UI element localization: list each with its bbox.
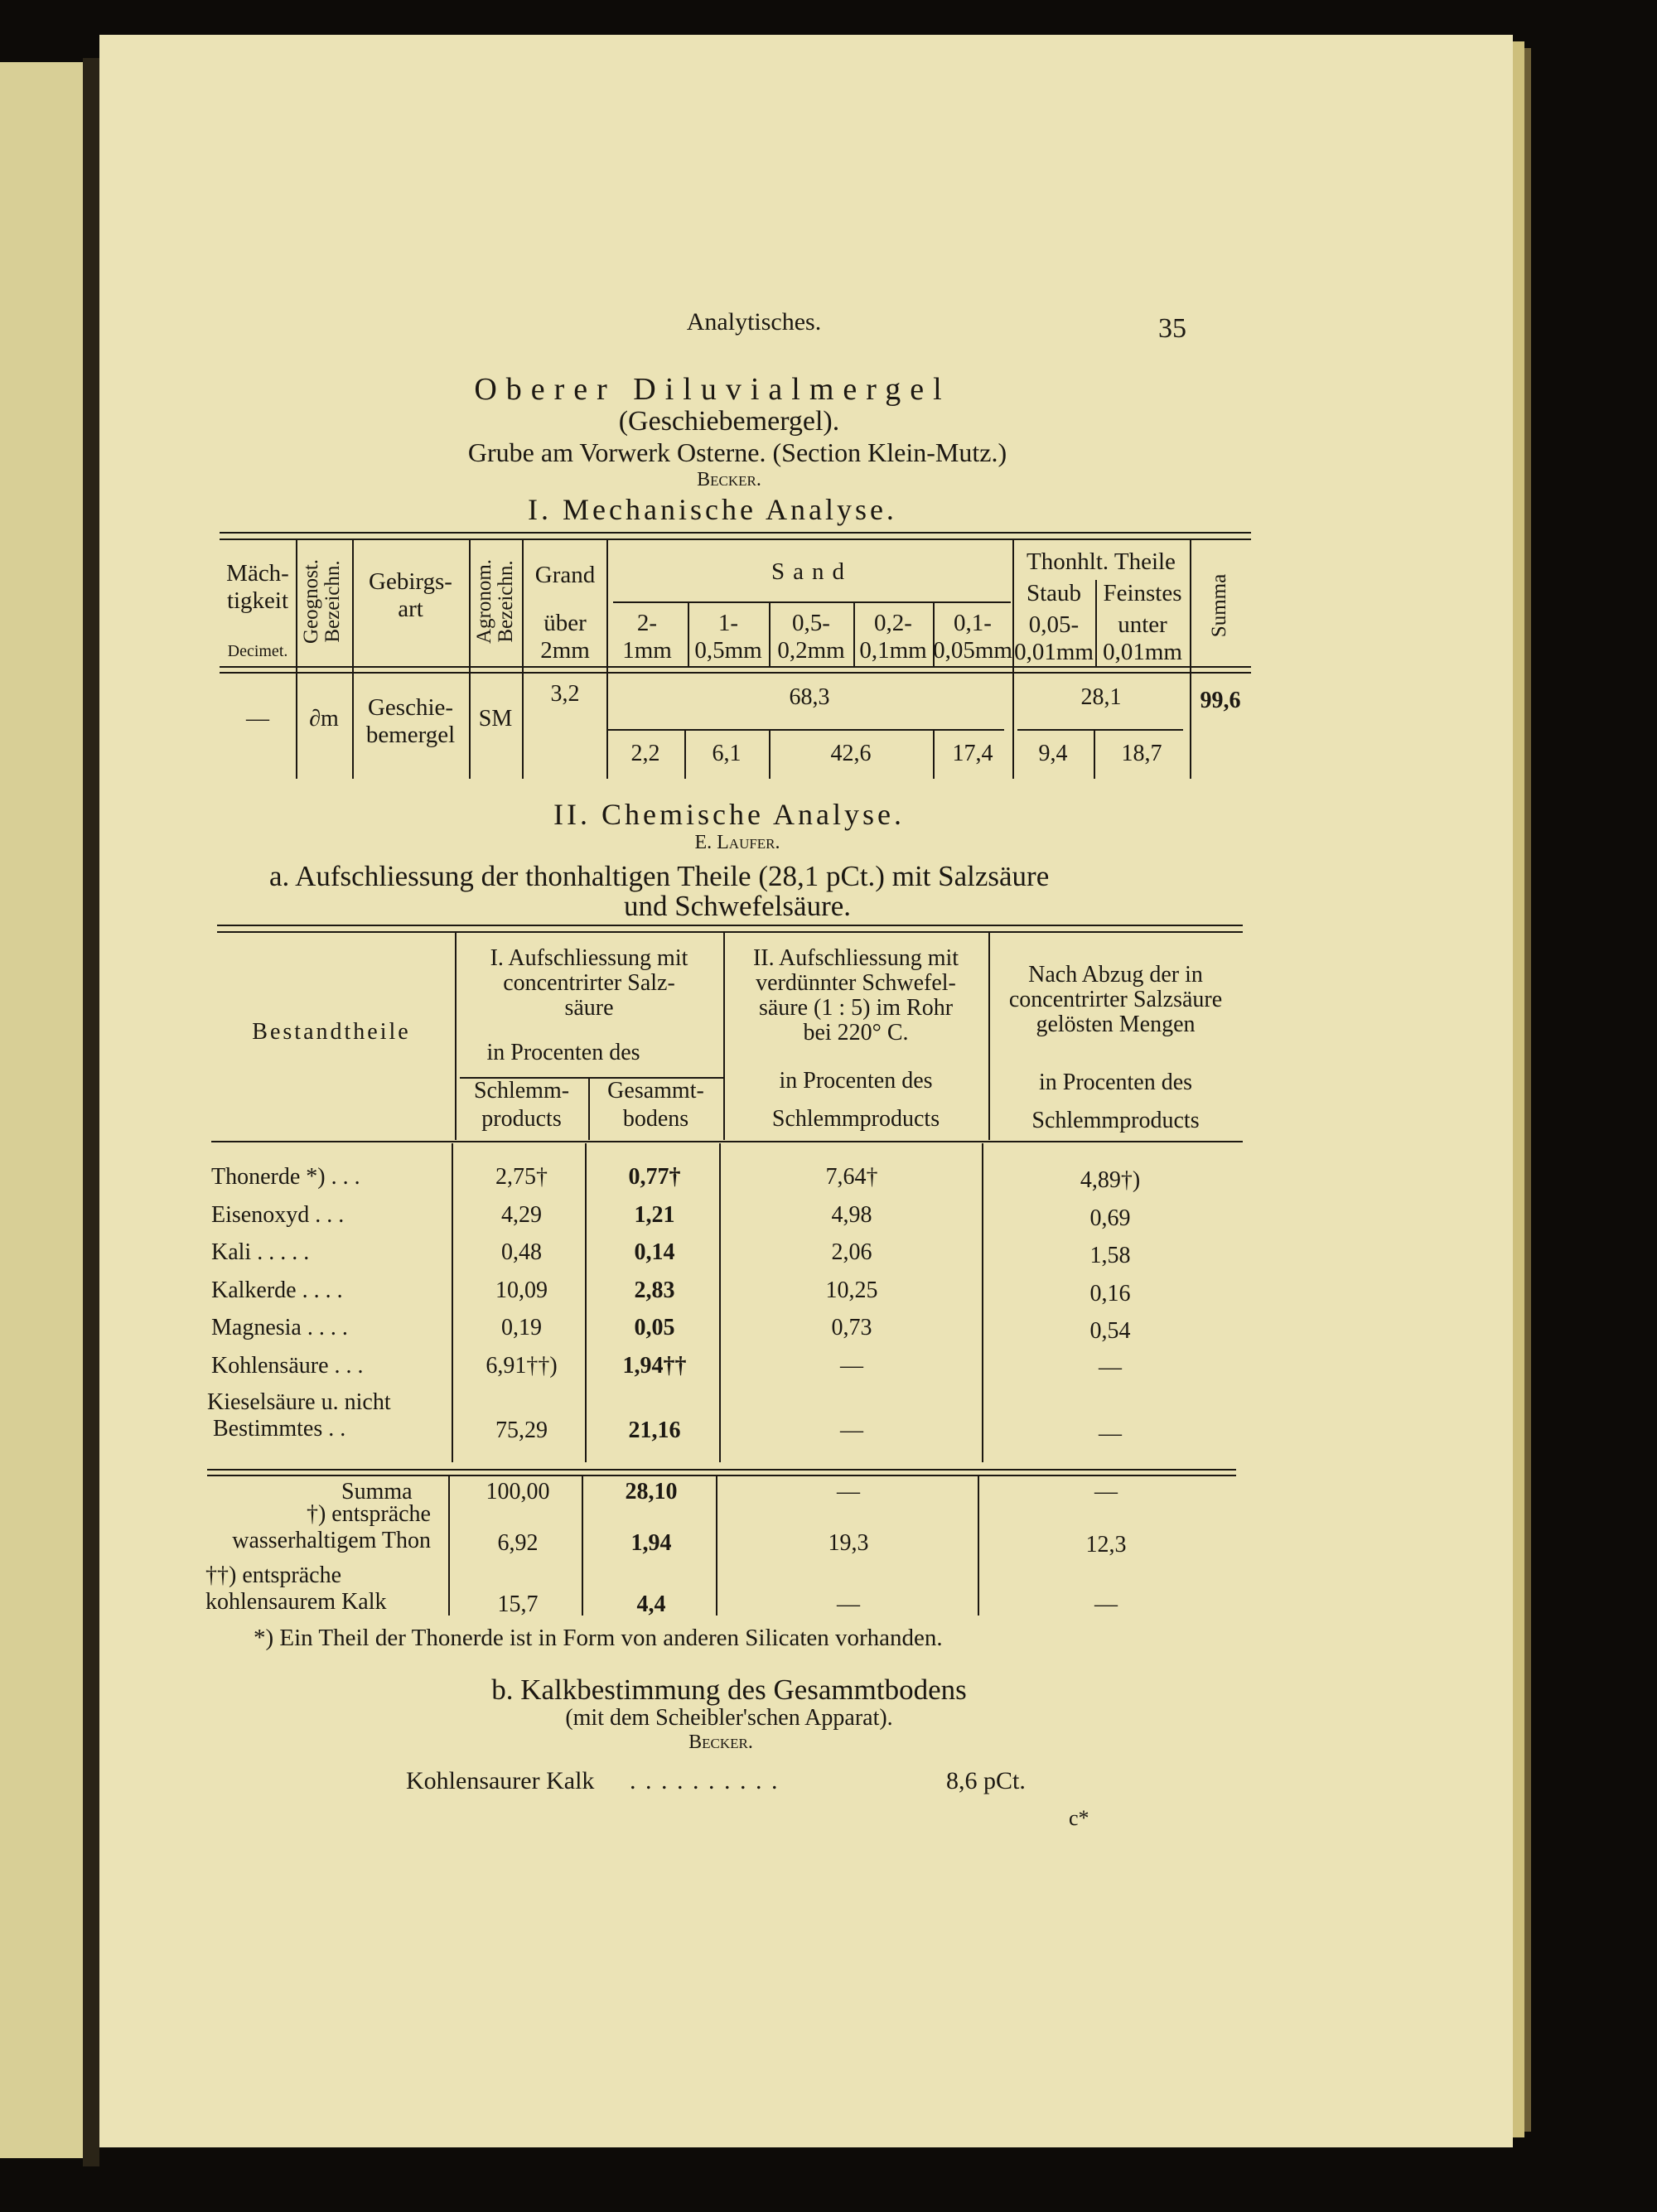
mech-rule-thon-row	[1017, 729, 1183, 731]
kalk-label: Kohlensaurer Kalk	[406, 1767, 595, 1794]
head-gebirgsart: Gebirgs- art	[369, 568, 452, 622]
analyst-becker: Becker.	[697, 469, 761, 490]
head-sand-5: 0,1- 0,05mm	[933, 610, 1012, 664]
row-val-b: 0,14	[634, 1239, 675, 1265]
footnote: *) Ein Theil der Thonerde ist in Form von anderen Silicaten vorhanden.	[254, 1625, 943, 1651]
head-col1-sub: in Procenten des	[486, 1040, 640, 1065]
head-grand: Grand	[534, 562, 596, 588]
mech-vline-12	[1190, 539, 1191, 779]
row-val-c: 4,98	[831, 1202, 872, 1228]
row-val-a: 4,29	[501, 1202, 542, 1228]
head-col2-sub2: Schlemmproducts	[771, 1106, 940, 1132]
row-val-b: 0,05	[634, 1315, 675, 1340]
row-val-d: 0,16	[1089, 1281, 1131, 1306]
row-val-b: 1,94††	[622, 1353, 687, 1379]
analyst-laufer: E. Laufer.	[694, 832, 780, 853]
kalk-row-c: —	[837, 1591, 860, 1617]
cell-thon-total: 28,1	[1080, 684, 1122, 710]
row-val-c: —	[840, 1353, 863, 1379]
row-name: Eisenoxyd . . .	[211, 1202, 345, 1228]
head-feinstes-size: unter 0,01mm	[1103, 611, 1182, 665]
row-val-c: 2,06	[831, 1239, 872, 1265]
summa-a: 100,00	[486, 1479, 550, 1504]
kalk-row-d: —	[1094, 1591, 1118, 1617]
chem-heading: II. Chemische Analyse.	[553, 798, 905, 831]
head-grand-size: über 2mm	[540, 610, 590, 664]
mech-rule-sand	[613, 601, 1011, 603]
analyst-becker-2: Becker.	[688, 1731, 753, 1753]
cell-maechtigkeit: —	[246, 706, 269, 732]
mech-rule-head	[220, 666, 1251, 668]
row-name: Magnesia . . . .	[211, 1315, 348, 1340]
row-name: Kohlensäure . . .	[211, 1353, 364, 1379]
kalk-row-a: 15,7	[497, 1591, 539, 1617]
row-name: Kali . . . . .	[211, 1239, 310, 1265]
head-summa: Summa	[1208, 573, 1230, 638]
head-col3-sub2: Schlemmproducts	[1031, 1108, 1200, 1133]
row-val-d: 1,58	[1089, 1243, 1131, 1268]
row-val-d: 4,89†)	[1080, 1167, 1141, 1193]
cell-sand-1: 2,2	[630, 741, 660, 766]
row-val-a: 0,48	[501, 1239, 542, 1265]
row-name: Kieselsäure u. nicht Bestimmtes . .	[207, 1389, 391, 1442]
head-col3: Nach Abzug der in concentrirter Salzsäure gelösten Mengen	[1008, 962, 1223, 1037]
summa-c: —	[837, 1479, 860, 1504]
cell-sand-total: 68,3	[789, 684, 830, 710]
summa-d: —	[1094, 1479, 1118, 1504]
mech-rule-head2	[220, 672, 1251, 674]
row-val-a: 10,09	[495, 1277, 548, 1303]
cell-sand-2: 6,1	[712, 741, 742, 766]
book-gutter	[83, 58, 99, 2166]
chem-rule-head	[211, 1141, 1243, 1142]
row-val-c: —	[840, 1418, 863, 1443]
page-stack-edge	[1513, 41, 1524, 2137]
kalk-value: 8,6 pCt.	[946, 1767, 1026, 1794]
kalk-heading: b. Kalkbestimmung des Gesammtbodens	[491, 1673, 967, 1706]
head-col3-sub: in Procenten des	[1038, 1070, 1193, 1095]
chem-vline-9	[448, 1476, 450, 1616]
signature-mark: c*	[1069, 1806, 1089, 1830]
head-sand-2: 1- 0,5mm	[694, 610, 762, 664]
row-val-d: —	[1099, 1421, 1122, 1446]
row-val-a: 6,91††)	[486, 1353, 558, 1379]
row-val-c: 7,64†	[825, 1164, 878, 1190]
row-name: Thonerde *) . . .	[211, 1164, 360, 1190]
cell-geognost: ∂m	[309, 706, 339, 732]
chem-subheading-a-line2: und Schwefelsäure.	[623, 890, 852, 922]
mech-rule-top	[220, 532, 1251, 534]
row-val-d: —	[1099, 1355, 1122, 1380]
kalk-row-b: 4,4	[636, 1591, 666, 1617]
head-col2: II. Aufschliessung mit verdünnter Schwefel- säure (1 : 5) im Rohr bei 220° C.	[752, 945, 959, 1046]
cell-staub: 9,4	[1038, 741, 1068, 766]
thon-row-c: 19,3	[828, 1530, 869, 1556]
head-thon: Thonhlt. Theile	[1027, 548, 1176, 575]
row-val-d: 0,54	[1089, 1318, 1131, 1344]
facing-page-edge	[0, 62, 83, 2158]
head-sand-1: 2- 1mm	[622, 610, 672, 664]
row-val-a: 0,19	[501, 1315, 542, 1340]
thon-row-b: 1,94	[630, 1530, 672, 1556]
head-geognost: Geognost. Bezeichn.	[300, 558, 344, 645]
title-sub: (Geschiebemergel).	[618, 406, 840, 437]
title-main: Oberer Diluvialmergel	[474, 372, 951, 407]
cell-gebirgsart: Geschie- bemergel	[365, 694, 456, 748]
head-col1b: Gesammt- bodens	[607, 1078, 704, 1132]
kalk-row-label: ††) entspräche kohlensaurem Kalk	[205, 1562, 387, 1615]
head-feinstes: Feinstes	[1103, 580, 1182, 606]
summa-label: Summa	[341, 1479, 413, 1504]
thon-row-d: 12,3	[1085, 1532, 1127, 1558]
mech-heading: I. Mechanische Analyse.	[528, 493, 897, 526]
row-val-b: 2,83	[634, 1277, 675, 1303]
cell-summa: 99,6	[1200, 688, 1241, 713]
summa-b: 28,10	[625, 1479, 678, 1504]
row-val-b: 1,21	[634, 1202, 675, 1228]
head-maechtigkeit: Mäch- tigkeit	[226, 560, 289, 614]
page-number: 35	[1158, 313, 1186, 344]
book-cover-edge	[1524, 48, 1531, 2132]
chem-rule-summa2	[207, 1475, 1236, 1476]
running-title: Analytisches.	[686, 308, 822, 336]
row-val-b: 0,77†	[628, 1164, 681, 1190]
cell-feinstes: 18,7	[1121, 741, 1162, 766]
head-staub: Staub	[1026, 580, 1082, 606]
cell-sand-3: 42,6	[830, 741, 872, 766]
head-col2-sub: in Procenten des	[779, 1068, 933, 1094]
head-sand-3: 0,5- 0,2mm	[777, 610, 845, 664]
mech-vline-3	[469, 539, 471, 779]
row-val-d: 0,69	[1089, 1205, 1131, 1231]
head-staub-size: 0,05- 0,01mm	[1014, 611, 1094, 665]
chem-vline-5	[452, 1143, 453, 1462]
head-decimet: Decimet.	[227, 642, 288, 660]
head-sand-4: 0,2- 0,1mm	[859, 610, 927, 664]
chem-rule-top2	[217, 931, 1243, 933]
row-val-a: 2,75†	[495, 1164, 548, 1190]
kalk-subheading: (mit dem Scheibler'schen Apparat).	[565, 1705, 893, 1731]
mech-rule-top2	[220, 539, 1251, 540]
mech-rule-sand-row	[606, 729, 1004, 731]
head-bestandtheile: Bestandtheile	[252, 1019, 411, 1045]
chem-rule-summa	[207, 1469, 1236, 1471]
chem-subheading-a: a. Aufschliessung der thonhaltigen Theile (28,1 pCt.) mit Salzsäure	[269, 860, 1050, 892]
row-val-b: 21,16	[628, 1418, 681, 1443]
row-val-a: 75,29	[495, 1418, 548, 1443]
head-col1: I. Aufschliessung mit concentrirter Salz- säure	[490, 945, 688, 1021]
chem-vline-8	[982, 1143, 983, 1462]
head-col1a: Schlemm- products	[473, 1078, 570, 1132]
head-agronom: Agronom. Bezeichn.	[473, 558, 517, 645]
chem-rule-top	[217, 925, 1243, 926]
row-val-c: 0,73	[831, 1315, 872, 1340]
thon-row-a: 6,92	[497, 1530, 539, 1556]
row-val-c: 10,25	[825, 1277, 878, 1303]
kalk-dots: . . . . . . . . . .	[630, 1767, 780, 1794]
cell-sand-5: 17,4	[952, 741, 993, 766]
thon-row-label: †) entspräche wasserhaltigem Thon	[232, 1501, 431, 1553]
location: Grube am Vorwerk Osterne. (Section Klein-Mutz.)	[467, 437, 1007, 467]
cell-grand: 3,2	[550, 681, 580, 707]
row-name: Kalkerde . . . .	[211, 1277, 343, 1303]
chem-vline-12	[978, 1476, 979, 1616]
head-sand: Sand	[771, 558, 853, 585]
cell-agronom: SM	[478, 706, 513, 732]
